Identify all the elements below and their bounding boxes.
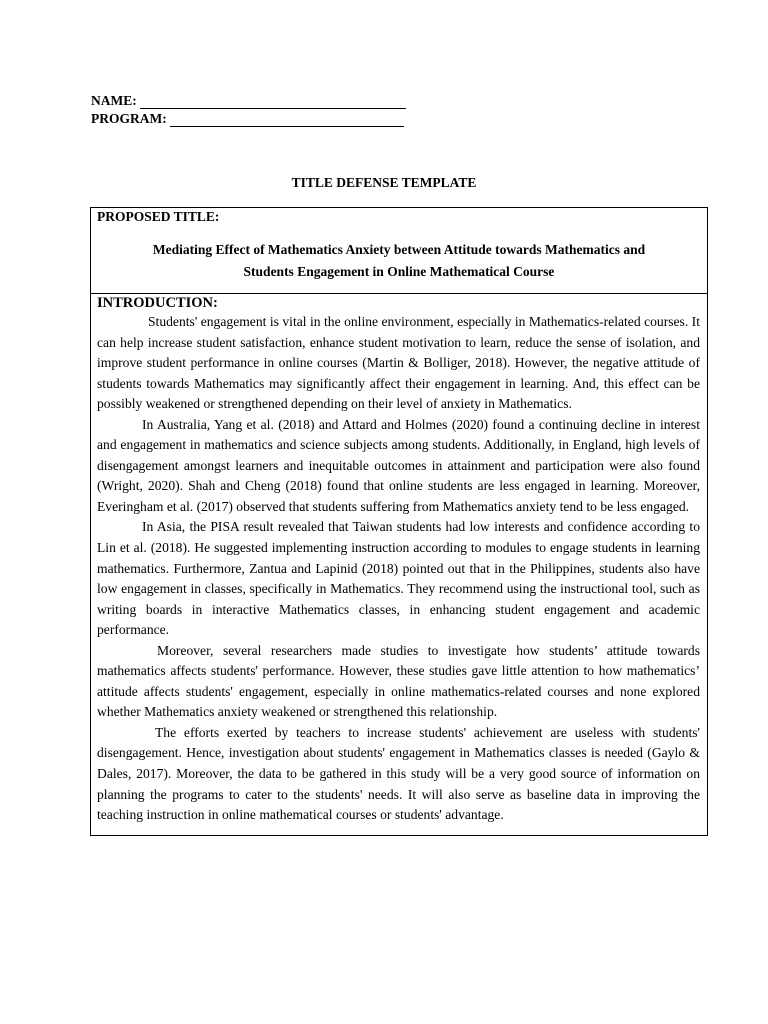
program-field-row [91,111,404,127]
program-blank-line [170,113,404,127]
proposed-title-label: PROPOSED TITLE: [97,209,220,224]
document-title: TITLE DEFENSE TEMPLATE [291,175,477,190]
research-title [101,239,697,283]
intro-paragraph-4: Moreover, several researchers made studies to investigate how students’ attitude towards mathematics affects students' performance. However, these studies gave little attention to how mathematics’ attitude affects students' engagement, especially in online mathematics-related courses and none explored whether Mathematics anxiety weakened or strengthened this relationship. [97,642,700,720]
name-label: NAME: [91,93,137,108]
intro-paragraph-1: Students' engagement is vital in the online environment, especially in Mathematics-related courses. It can help increase student satisfaction, enhance student motivation to learn, reduce the sense of isolation, and improve student performance in online courses (Martin & Bolliger, 2018). However, the negative attitude of students towards Mathematics may significantly affect their engagement in learning. And, this effect can be possibly weakened or strengthened depending on their level of anxiety in Mathematics. [97,314,700,412]
intro-paragraph-5: The efforts exerted by teachers to increase students' achievement are useless with students' disengagement. Hence, investigation about students' engagement in Mathematics classes is needed (Gaylo & Dales, 2017). Moreover, the data to be gathered in this study will be a very good source of information on planning the programs to cater to the students' needs. It will also serve as baseline data in improving the teaching instruction in online mathematical courses or students' advantage. [97,724,700,823]
research-title-line-2: Students Engagement in Online Mathematical Course [243,264,555,279]
program-label: PROGRAM: [91,111,167,126]
proposed-title-section [91,208,707,294]
name-blank-line [140,95,406,109]
introduction-label: INTRODUCTION: [97,295,218,311]
title-defense-form [90,207,708,836]
introduction-section [91,294,707,835]
intro-paragraph-2: In Australia, Yang et al. (2018) and Attard and Holmes (2020) found a continuing decline in interest and engagement in mathematics and science subjects among students. Additionally, in England, high levels of disengagement amongst learners and inequitable outcomes in attainment and participation were also found (Wright, 2020). Shah and Cheng (2018) found that online students are less engaged in learning. Moreover, Everingham et al. (2017) observed that students suffering from Mathematics anxiety tend to be less engaged. [97,416,700,514]
intro-paragraph-3: In Asia, the PISA result revealed that Taiwan students had low interests and confidence according to Lin et al. (2018). He suggested implementing instruction according to modules to engage students in learning mathematics. Furthermore, Zantua and Lapinid (2018) pointed out that in the Philippines, students also have low engagement in classes, specifically in Mathematics. They recommend using the instructional tool, such as writing boards in interactive Mathematics classes, in enhancing student engagement and academic performance. [97,519,700,638]
name-field-row [91,93,406,109]
research-title-line-1: Mediating Effect of Mathematics Anxiety between Attitude towards Mathematics and [152,242,646,257]
